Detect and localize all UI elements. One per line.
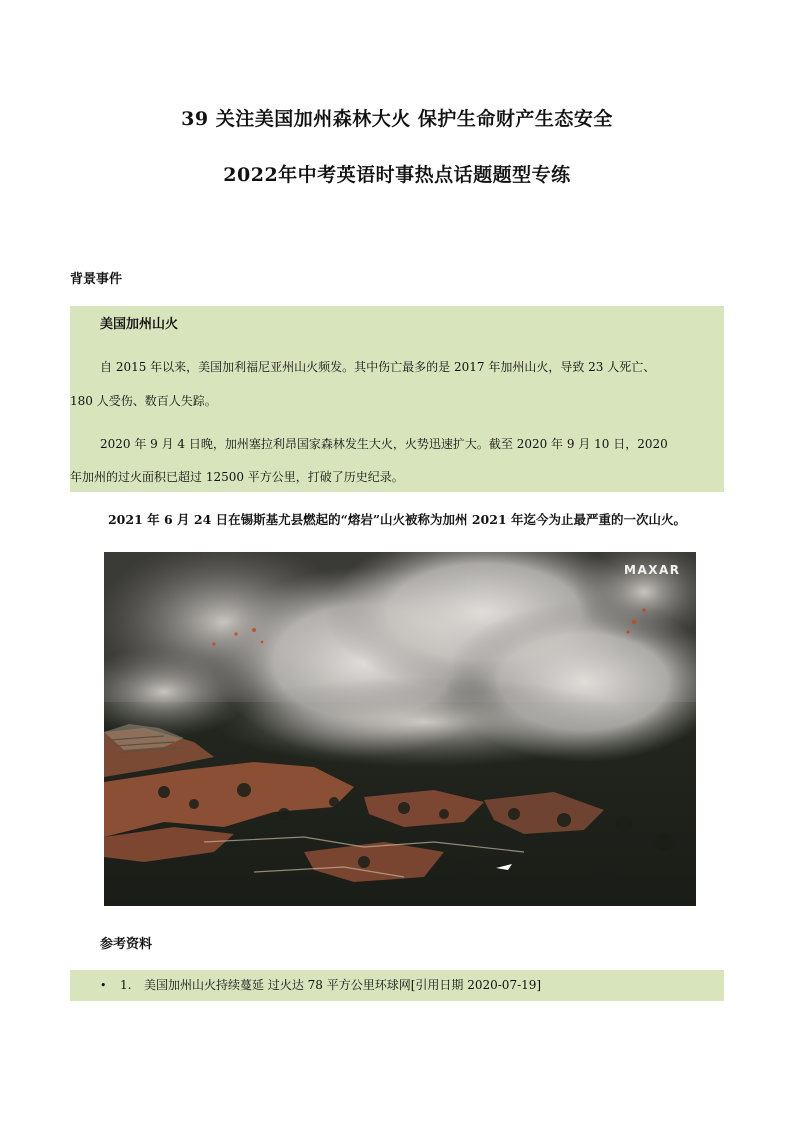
- references-label: 参考资料: [100, 937, 153, 952]
- background-paragraph-2-line-2: 年加州的过火面积已超过 12500 平方公里，打破了历史纪录。: [70, 470, 404, 484]
- background-heading: 美国加州山火: [100, 317, 179, 332]
- reference-item-1: 美国加州山火持续蔓延 过火达 78 平方公里环球网[引用日期 2020-07-19]: [144, 978, 542, 992]
- figure-caption: 2021 年 6 月 24 日在锡斯基尤县燃起的“熔岩”山火被称为加州 2021 年迄今为止最严重的一次山火。: [107, 512, 687, 527]
- reference-list: [70, 970, 724, 1001]
- background-paragraph-1-line-1: 自 2015 年以来，美国加利福尼亚州山火频发。其中伤亡最多的是 2017 年加州山火，导致 23 人死亡、: [100, 360, 656, 374]
- photo-watermark: MAXAR: [624, 563, 681, 577]
- background-section-label: 背景事件: [70, 272, 123, 287]
- reference-bullet: •: [100, 979, 107, 992]
- document-subtitle: 2022年中考英语时事热点话题题型专练: [223, 164, 571, 186]
- wildfire-photo: [104, 552, 696, 906]
- background-paragraph-1-line-2: 180 人受伤、数百人失踪。: [70, 394, 217, 408]
- reference-number: 1.: [120, 978, 132, 992]
- background-paragraph-2-line-1: 2020 年 9 月 4 日晚，加州塞拉利昂国家森林发生大火，火势迅速扩大。截至 2020 年 9 月 10 日，2020: [100, 437, 668, 451]
- document-title: 39 关注美国加州森林大火 保护生命财产生态安全: [181, 108, 613, 130]
- background-box: [70, 306, 724, 492]
